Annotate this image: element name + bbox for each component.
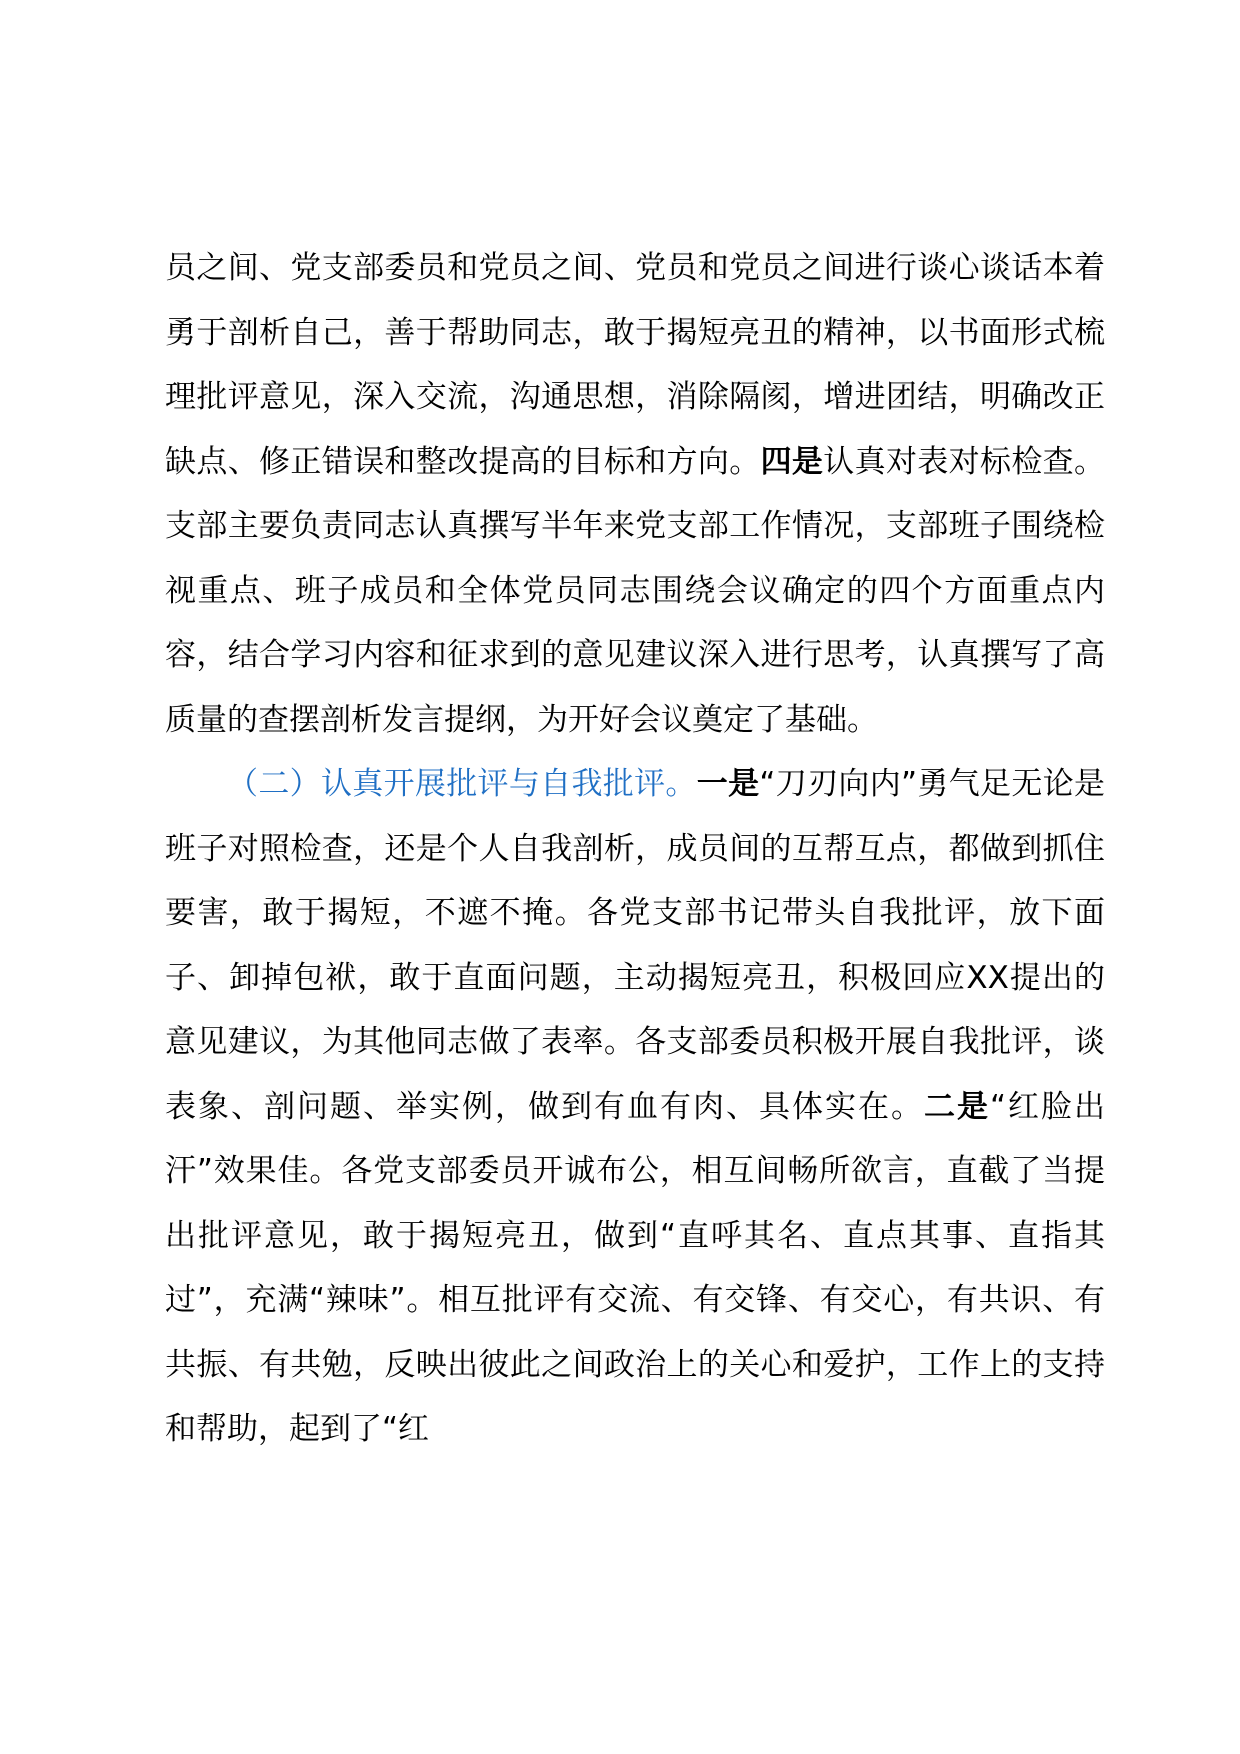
paragraph-1 bbox=[165, 236, 1105, 752]
paragraph-2-bold-marker-1: 一是 bbox=[696, 766, 760, 802]
paragraph-2-text-a: “刀刃向内”勇气足无论是班子对照检查，还是个人自我剖析，成员间的互帮互点，都做到抓住要害，敢于揭短，不遮不掩。各党支部书记带头自我批评，放下面子、卸掉包袱，敢于直面问题，主动揭短亮丑，积极回应XX提出的意见建议，为其他同志做了表率。各支部委员积极开展自我批评，谈表象、剖问题、举实例，做到有血有肉、具体实在。 bbox=[165, 766, 1106, 1125]
paragraph-1-text-a: 员之间、党支部委员和党员之间、党员和党员之间进行谈心谈话本着勇于剖析自己，善于帮助同志，敢于揭短亮丑的精神，以书面形式梳理批评意见，深入交流，沟通思想，消除隔阂，增进团结，明确改正缺点、修正错误和整改提高的目标和方向。 bbox=[165, 250, 1105, 480]
section-heading: （二）认真开展批评与自我批评。 bbox=[227, 766, 697, 802]
paragraph-2 bbox=[165, 752, 1105, 1462]
paragraph-1-text-b: 认真对表对标检查。支部主要负责同志认真撰写半年来党支部工作情况，支部班子围绕检视重点、班子成员和全体党员同志围绕会议确定的四个方面重点内容，结合学习内容和征求到的意见建议深入进行思考，认真撰写了高质量的查摆剖析发言提纲，为开好会议奠定了基础。 bbox=[165, 443, 1106, 738]
paragraph-2-bold-marker-2: 二是 bbox=[923, 1088, 990, 1125]
paragraph-2-text-b: “红脸出汗”效果佳。各党支部委员开诚布公，相互间畅所欲言，直截了当提出批评意见，敢于揭短亮丑，做到“直呼其名、直点其事、直指其过”，充满“辣味”。相互批评有交流、有交锋、有交心，有共识、有共振、有共勉，反映出彼此之间政治上的关心和爱护，工作上的支持和帮助，起到了“红 bbox=[165, 1088, 1106, 1447]
document-body bbox=[165, 236, 1105, 1462]
paragraph-1-bold-marker: 四是 bbox=[760, 443, 824, 480]
